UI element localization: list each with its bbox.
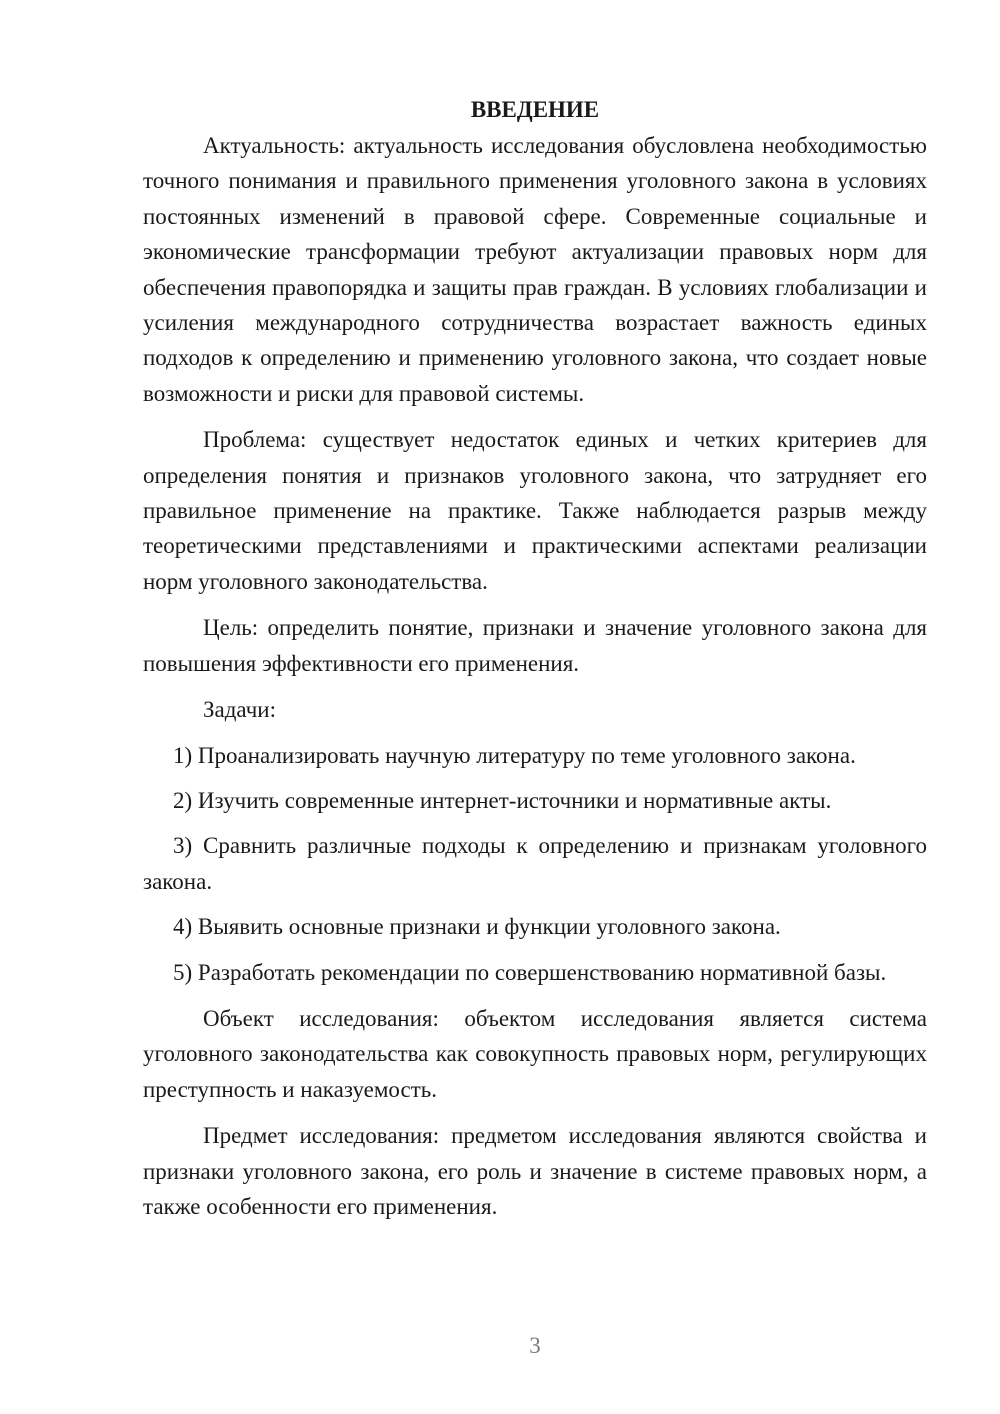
relevance-paragraph: Актуальность: актуальность исследования обусловлена необходимостью точного понимания и правильного применения уголовного закона в условиях постоянных изменений в правовой сфере. Современные социальные и экономические трансформации требуют актуализации правовых норм для обеспечения правопорядка и защиты прав граждан. В условиях глобализации и усиления международного сотрудничества возрастает важность единых подходов к определению и применению уголовного закона, что создает новые возможности и риски для правовой системы. (143, 133, 927, 406)
section-heading: ВВЕДЕНИЕ (470, 97, 600, 122)
task-item: 1) Проанализировать научную литературу по теме уголовного закона. (173, 742, 856, 768)
task-item: 5) Разработать рекомендации по совершенствованию нормативной базы. (173, 959, 887, 985)
task-item: 2) Изучить современные интернет-источники и нормативные акты. (173, 787, 832, 813)
object-paragraph: Объект исследования: объектом исследования является система уголовного законодательства как совокупность правовых норм, регулирующих преступность и наказуемость. (143, 1005, 927, 1102)
goal-paragraph: Цель: определить понятие, признаки и значение уголовного закона для повышения эффективности его применения. (143, 615, 927, 676)
problem-paragraph: Проблема: существует недостаток единых и четких критериев для определения понятия и признаков уголовного закона, что затрудняет его правильное применение на практике. Также наблюдается разрыв между теоретическими представлениями и практическими аспектами реализации норм уголовного законодательства. (143, 427, 927, 594)
document-body (143, 92, 927, 1224)
page-number: 3 (529, 1333, 541, 1358)
task-item: 3) Сравнить различные подходы к определению и признакам уголовного закона. (143, 833, 927, 894)
subject-paragraph: Предмет исследования: предметом исследования являются свойства и признаки уголовного закона, его роль и значение в системе правовых норм, а также особенности его применения. (143, 1123, 927, 1219)
tasks-heading: Задачи: (203, 697, 276, 723)
task-item: 4) Выявить основные признаки и функции уголовного закона. (173, 914, 781, 940)
